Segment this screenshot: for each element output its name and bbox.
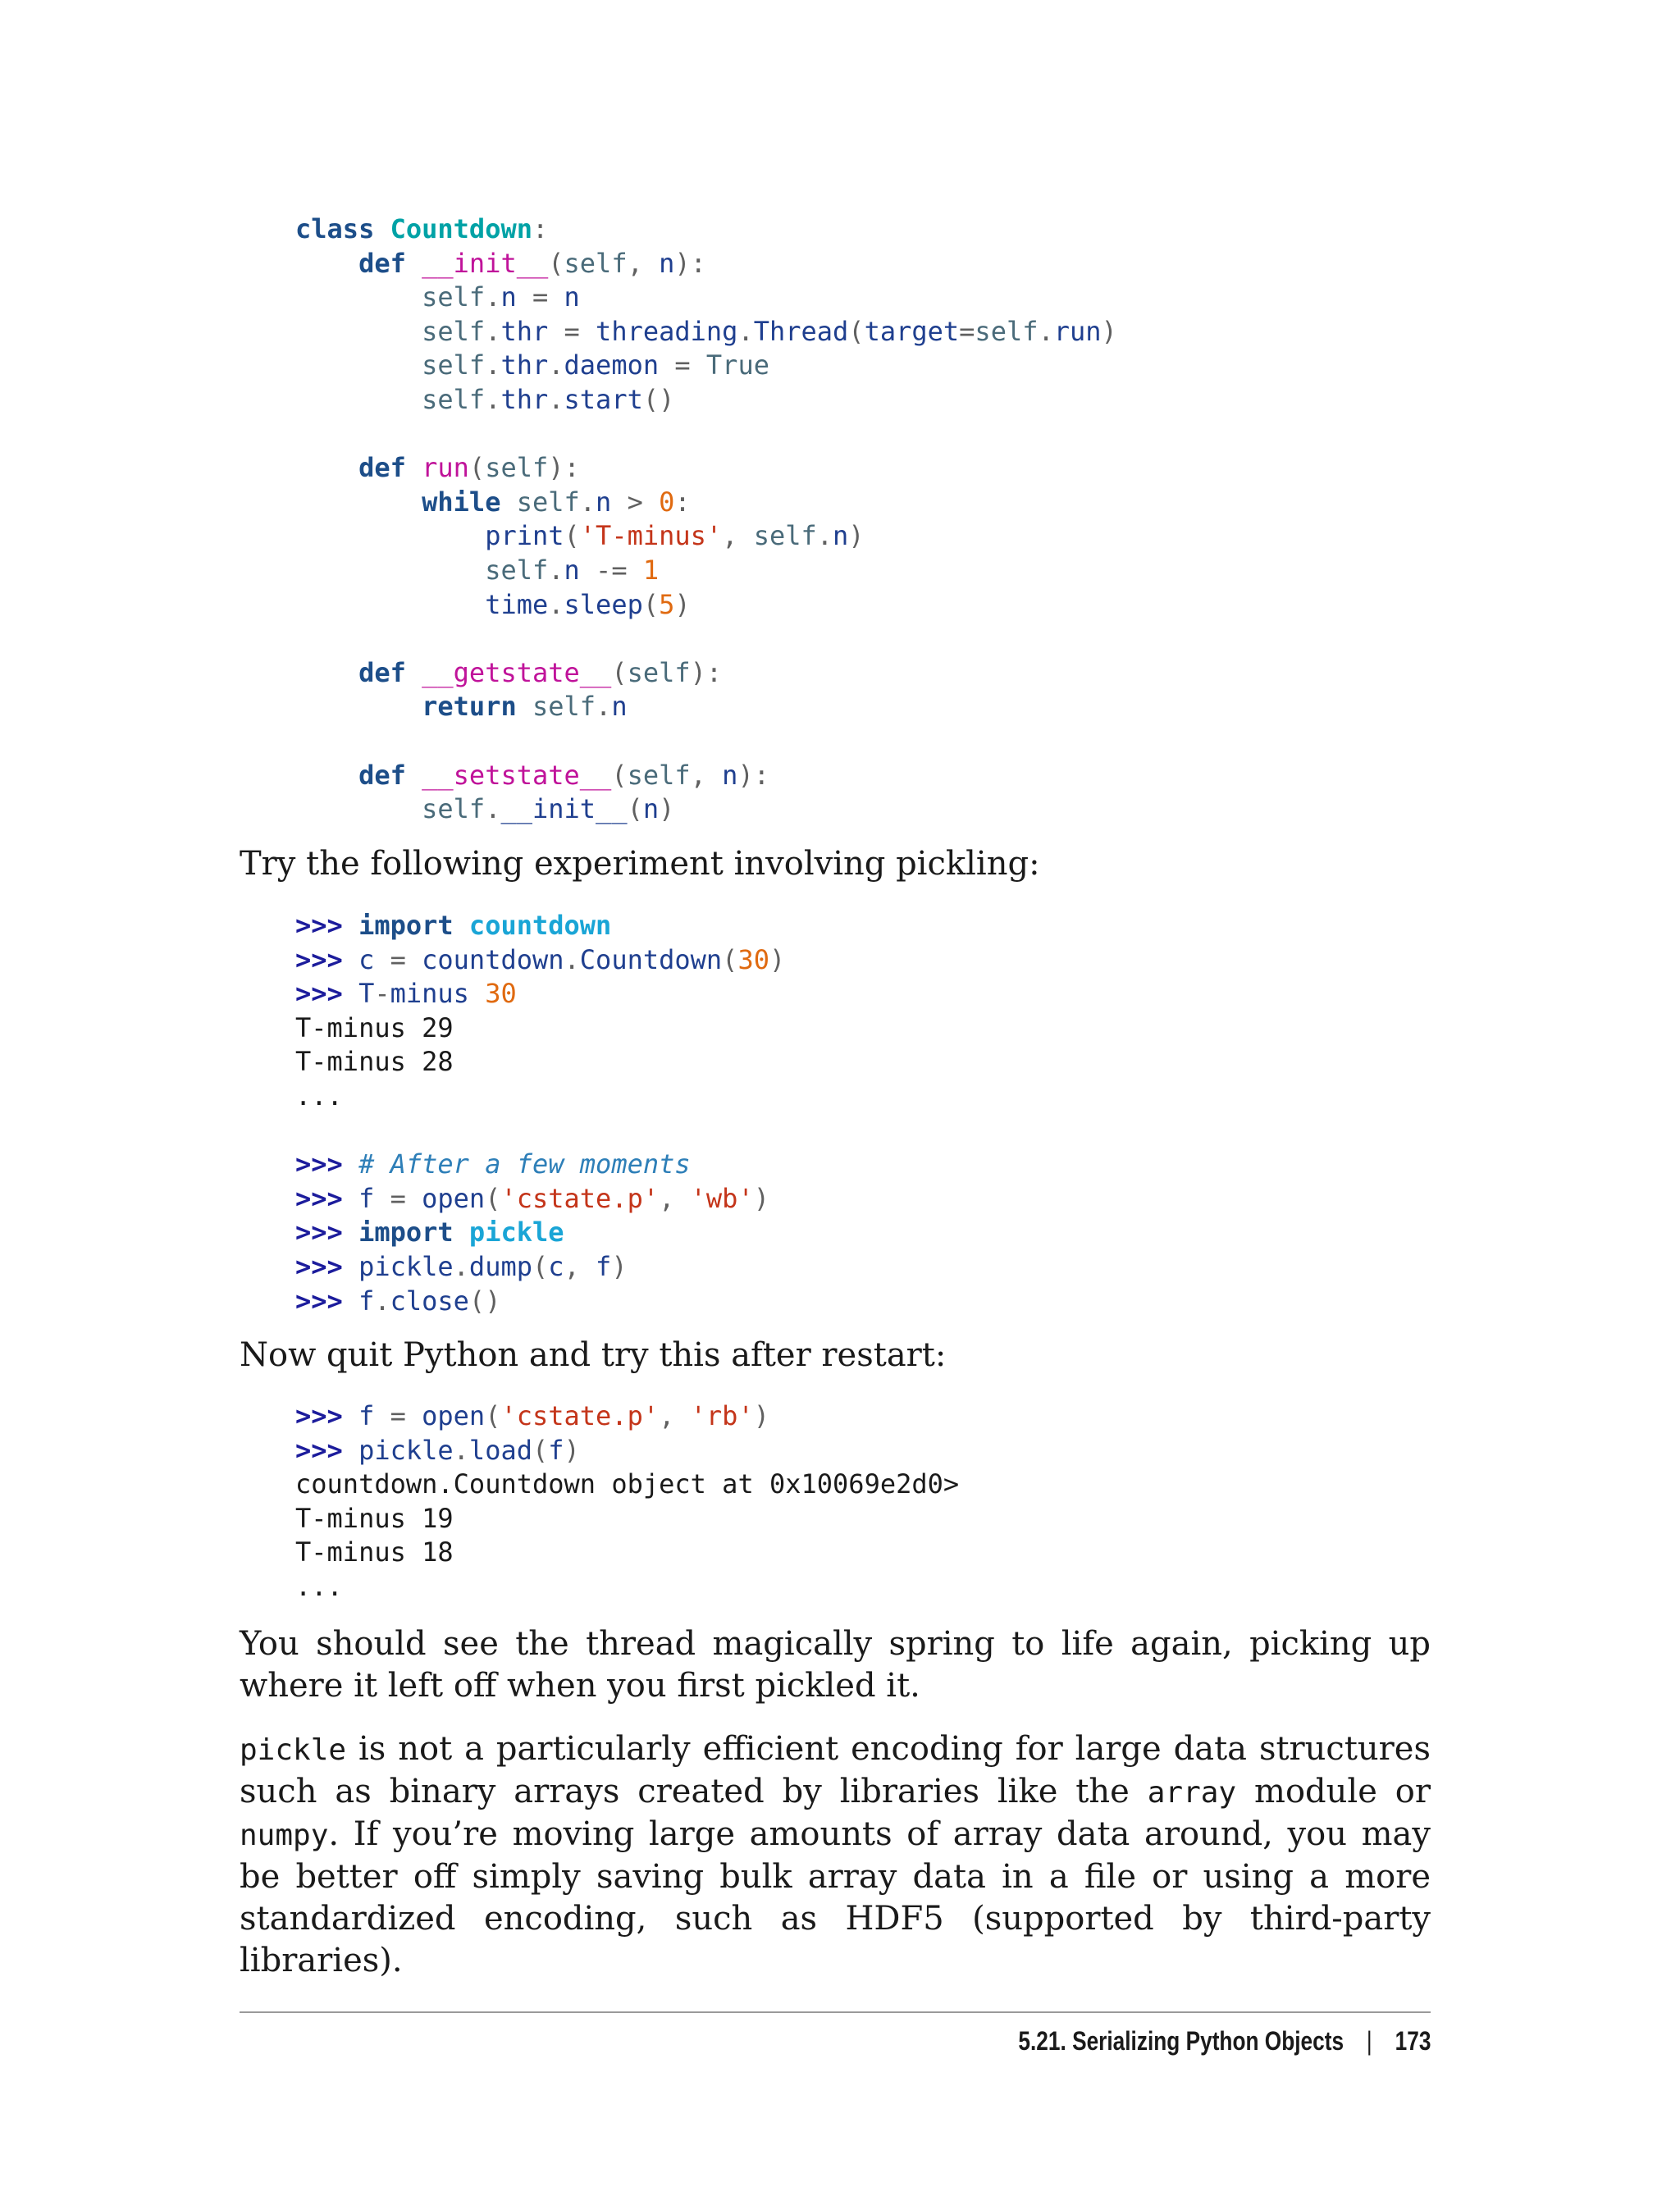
code-line: print('T-minus', self.n) xyxy=(485,520,865,552)
code-line: self.thr = threading.Thread(target=self.run) xyxy=(422,315,1117,347)
code-line: while self.n > 0: xyxy=(422,486,691,518)
footer-divider xyxy=(240,2011,1431,2013)
code-line: T-minus 29 xyxy=(295,1011,454,1043)
footer-page-number: 173 xyxy=(1395,2026,1431,2056)
code-line: def __init__(self, n): xyxy=(358,247,706,279)
code-line: >>> pickle.dump(c, f) xyxy=(295,1250,628,1282)
inline-code-array: array xyxy=(1147,1776,1237,1810)
code-line xyxy=(295,1114,785,1148)
paragraph-text: module or xyxy=(1236,1773,1431,1810)
code-line xyxy=(295,622,1117,656)
code-line: T-minus 28 xyxy=(295,1046,454,1078)
code-line: >>> pickle.load(f) xyxy=(295,1434,580,1466)
paragraph-quit-python: Now quit Python and try this after restart: xyxy=(240,1336,947,1374)
code-line: time.sleep(5) xyxy=(485,588,691,620)
code-block-session-unpickle xyxy=(295,1399,959,1605)
code-line xyxy=(295,724,1117,759)
code-line: self.__init__(n) xyxy=(422,793,675,825)
paragraph-pickle-efficiency xyxy=(240,1728,1431,1982)
footer-separator: | xyxy=(1366,2026,1372,2056)
code-line: >>> import countdown xyxy=(295,910,612,941)
code-line: def __getstate__(self): xyxy=(358,656,723,688)
code-block-session-pickle xyxy=(295,909,785,1318)
code-line: >>> f = open('cstate.p', 'wb') xyxy=(295,1182,769,1214)
code-line: return self.n xyxy=(422,691,628,723)
code-line: >>> f.close() xyxy=(295,1285,501,1317)
code-line: T-minus 18 xyxy=(295,1536,454,1568)
inline-code-numpy: numpy xyxy=(240,1819,329,1852)
code-line: self.n -= 1 xyxy=(485,554,660,586)
code-line: ... xyxy=(295,1570,343,1602)
inline-code-pickle: pickle xyxy=(240,1733,347,1767)
code-line: countdown.Countdown object at 0x10069e2d0> xyxy=(295,1468,960,1500)
code-line: def run(self): xyxy=(358,452,580,484)
paragraph-try-experiment: Try the following experiment involving pickling: xyxy=(240,845,1040,883)
paragraph-text: . If you’re moving large amounts of array data around, you may be better off simply saving bulk array data in a file or using a more standardized encoding, such as HDF5 (supported by third-party libraries). xyxy=(240,1815,1431,1979)
code-line: self.n = n xyxy=(422,281,580,313)
code-line: >>> # After a few moments xyxy=(295,1148,691,1180)
paragraph-thread-spring: You should see the thread magically spring to life again, picking up where it left off when you first pickled it. xyxy=(240,1625,1431,1705)
code-line: ... xyxy=(295,1080,343,1112)
code-line xyxy=(295,418,1117,452)
code-line: self.thr.start() xyxy=(422,383,675,415)
page-footer xyxy=(1018,2026,1431,2057)
code-line: def __setstate__(self, n): xyxy=(358,759,769,791)
code-line: self.thr.daemon = True xyxy=(422,349,769,381)
code-line: >>> T-minus 30 xyxy=(295,978,517,1010)
code-line: >>> f = open('cstate.p', 'rb') xyxy=(295,1400,769,1431)
code-line: T-minus 19 xyxy=(295,1502,454,1534)
code-line: class Countdown: xyxy=(295,213,549,244)
footer-section-title: 5.21. Serializing Python Objects xyxy=(1018,2026,1344,2056)
code-block-countdown-class xyxy=(295,212,1117,827)
code-line: >>> c = countdown.Countdown(30) xyxy=(295,943,786,975)
code-line: >>> import pickle xyxy=(295,1217,564,1249)
paragraph-text: is not a particularly efficient encoding for large data structures such as binary arrays created by libraries like the xyxy=(240,1730,1431,1810)
